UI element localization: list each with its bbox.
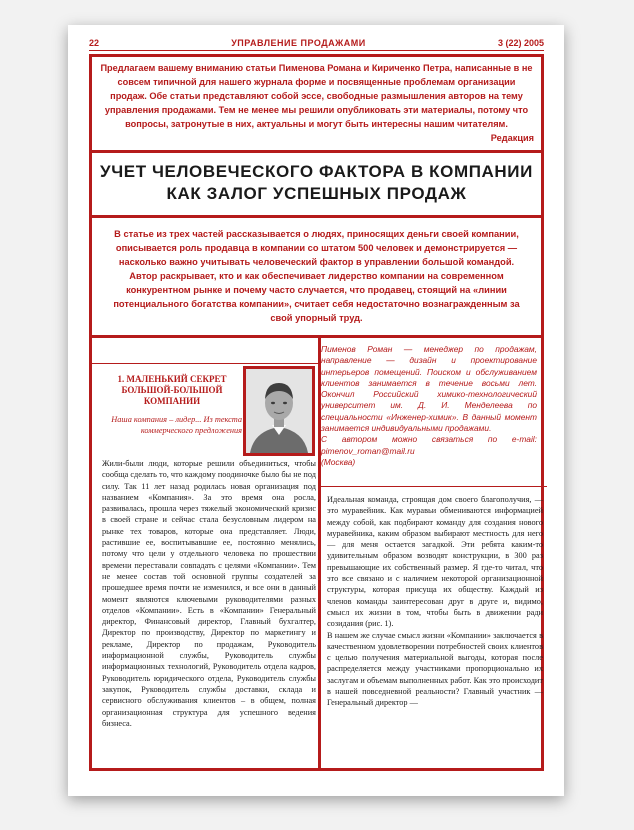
title-line-2: КАК ЗАЛОГ УСПЕШНЫХ ПРОДАЖ — [166, 184, 467, 203]
title-line-1: УЧЕТ ЧЕЛОВЕЧЕСКОГО ФАКТОРА В КОМПАНИИ — [100, 162, 533, 181]
running-header — [89, 37, 544, 51]
intro-text: Предлагаем вашему вниманию статьи Пименова Романа и Кириченко Петра, написанные в не совсем типичной для нашего журнала форме и посвященные проблемам организации продаж. Обе статьи представляют собой эссе, свободные размышления авторов на тему управления продажами. Тем не менее мы решили опубликовать эти материалы, потому что вопросы, затронутые в них, актуальны и могут быть интересны нашим читателям. — [100, 63, 533, 129]
section-title: 1. МАЛЕНЬКИЙ СЕКРЕТ БОЛЬШОЙ-БОЛЬШОЙ КОМПАНИИ — [117, 374, 227, 406]
right-paragraph-1: Идеальная команда, строящая дом своего благополучия, — это муравейник. Как муравьи обмениваются информацией между собой, как подбирают команду для создания нового муравейника, каким образом выбирают местность для него — для меня остается загадкой. Эти ребята каким-то удивительным образом возводят конструкции, в 300 раз превышающие их собственный размер. Я где-то читал, что это все связано и с наличием некоторой организационной структуры, которая присуща их обществу. Каждый из членов команды заинтересован друг в друге и, видимо, смысл их жизни в том, чтобы быть в движении ради созидания (рис. 1). — [327, 495, 543, 629]
right-column-text — [327, 494, 543, 709]
article-title — [92, 153, 541, 218]
left-paragraph: Жили-были люди, которые решили объединиться, чтобы сообща сделать то, что каждому поодиночке было бы не под силу. Так 11 лет назад родилась новая организация под названием «Компания». За это время она росла, развивалась, прошла через тяжелый экономический кризис в своей стране и сейчас стала безусловным лидером на рынке тех товаров, которые она представляет. Люди, растившие ее, воспитывавшие ее, постоянно менялись, потому что цели у отдельного человека по прошествии времени переставали совпадать с целями «Компании». Тем не менее состав той основной группы создателей за прошедшее время почти не изменился, и все они в данный момент являются ключевыми руководителями разных отделов «Компании». Есть в «Компании» Генеральный директор, Финансовый директор, Главный бухгалтер, Директор по производству, Директор по маркетингу и рекламе, Директор по продажам, Руководитель информационной службы, Руководитель службы информационных технологий, Руководитель отдела кадров, Руководитель юридического отдела, Руководитель службы закупок, Руководитель службы доставки, склада и сервисного обслуживания клиентов – в общем, полная организационная структура для успешного ведения бизнеса. — [102, 459, 316, 728]
editorial-intro — [92, 57, 541, 153]
epigraph: Наша компания – лидер... Из текста коммерческого предложения — [111, 415, 242, 435]
article-lead: В статье из трех частей рассказывается о людях, приносящих деньги своей компании, описывается роль продавца в компании со штатом 500 человек и демонстрируется — насколько важно учитывать человеческий фактор в управлении большой командой. Автор раскрывает, кто и как обеспечивает лидерство компании на современном конкурентном рынке и почему часто случается, что продавец, стоящий на «линии потенциального богатства компании», считает себя недостаточно вознагражденным за свой упорный труд. — [92, 218, 541, 338]
article-body — [92, 338, 541, 768]
author-photo — [243, 366, 315, 456]
author-bio — [321, 344, 537, 468]
section-name: УПРАВЛЕНИЕ ПРОДАЖАМИ — [231, 38, 366, 48]
page-number: 22 — [89, 38, 100, 48]
bio-contact: С автором можно связаться по e-mail: pimenov_roman@mail.ru — [321, 434, 537, 456]
magazine-page — [68, 25, 564, 796]
issue-number: 3 (22) 2005 — [497, 38, 544, 48]
page-content — [89, 37, 544, 771]
bio-city: (Москва) — [321, 456, 356, 467]
intro-signature: Редакция — [490, 133, 534, 143]
column-rule — [92, 363, 318, 364]
article-frame — [89, 54, 544, 771]
left-column — [92, 338, 321, 768]
portrait-image — [246, 369, 312, 453]
right-column — [321, 338, 547, 768]
bio-text: Пименов Роман — менеджер по продажам, направление — дизайн и проектирование интерьеров помещений. Поиском и обслуживанием клиентов занимается в течение восьми лет. Окончил Российский химико-технологический университет им. Д. И. Менделеева по специальности «Инженер-химик». В данный момент занимается индивидуальными продажами. — [321, 344, 537, 434]
right-paragraph-2: В нашем же случае смысл жизни «Компании» заключается в качественном удовлетворении потребностей своих клиентов с целью получения материальной выгоды, которая после распределяется между участниками пропорционально их заслугам и объемам выполненных работ. Как это происходит в нашей повседневной реальности? Главный участник — Генеральный директор — — [327, 630, 543, 708]
left-column-text — [102, 458, 316, 729]
bio-divider — [321, 486, 547, 487]
